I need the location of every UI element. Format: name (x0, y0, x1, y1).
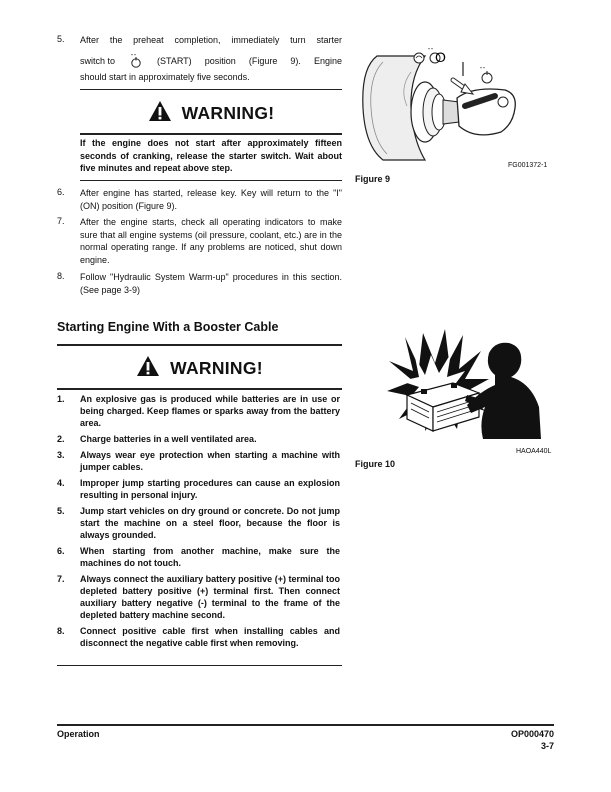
warning-top-rule (80, 89, 342, 90)
warning-divider (80, 133, 342, 135)
warning-divider (57, 388, 342, 390)
key-brand-label: DOOSAN (468, 101, 490, 113)
list-item-text: Always connect the auxiliary battery positive (+) terminal too depleted battery positive (+) terminal first. Then connect auxiliary battery negative (-) terminal to the frame of the depleted battery machine second. (80, 574, 340, 620)
svg-text:O: O (435, 49, 446, 65)
booster-warning-list (57, 393, 340, 653)
figure-9-id: FG001372-1 (508, 162, 548, 169)
warning-triangle-icon (148, 100, 172, 127)
footer-rule (57, 724, 554, 726)
list-item-text: Connect positive cable first when installing cables and disconnect the negative cable first when removing. (80, 626, 340, 648)
list-item-number: 7. (57, 574, 65, 584)
svg-text:" ": " " (480, 67, 485, 73)
warning-bottom-rule (80, 180, 342, 181)
step-8-text: Follow "Hydraulic System Warm-up" procedures in this section. (See page 3-9) (80, 272, 342, 295)
list-item (57, 545, 340, 569)
list-item-number: 4. (57, 478, 65, 488)
footer-page-number: 3-7 (540, 741, 554, 751)
list-item-text: Improper jump starting procedures can cause an explosion resulting in personal injury. (80, 478, 340, 500)
warning-header (80, 100, 342, 126)
warning-text: If the engine does not start after approximately fifteen seconds of cranking, release the starter switch. Wait about five minutes and repeat above step. (80, 138, 342, 173)
list-item (57, 393, 340, 429)
svg-text:" ": " " (428, 48, 433, 54)
start-symbol-icon (129, 53, 143, 69)
list-item-text: Charge batteries in a well ventilated area. (80, 434, 257, 444)
list-item-text: An explosive gas is produced while batteries are in use or being charged. Keep flames or sparks away from the battery area. (80, 394, 340, 428)
list-item (57, 573, 340, 621)
figure-9-illustration (355, 28, 555, 170)
list-item-text: When starting from another machine, make sure the machines do not touch. (80, 546, 340, 568)
list-item (57, 477, 340, 501)
list-item-number: 2. (57, 434, 65, 444)
list-item-number: 1. (57, 394, 65, 404)
list-item (57, 433, 340, 445)
section-rule (57, 344, 342, 346)
list-item-number: 3. (57, 450, 65, 460)
footer-section: Operation (57, 729, 100, 739)
step-number: 7. (57, 216, 65, 226)
warning-header (57, 355, 342, 381)
list-item-number: 5. (57, 506, 65, 516)
step-number: 5. (57, 34, 65, 44)
list-item (57, 449, 340, 473)
step-5-switch-to: switch to (80, 55, 116, 66)
list-item (57, 505, 340, 541)
step-5-line-2 (80, 53, 342, 69)
step-5-line-3: should start in approximately five seconds. (80, 72, 250, 82)
figure-10-illustration (385, 327, 545, 445)
footer-doc-number: OP000470 (510, 729, 554, 739)
list-item-text: Jump start vehicles on dry ground or concrete. Do not jump start the machine on a steel floor, because the floor is always grounded. (80, 506, 340, 540)
warning-bottom-rule (57, 665, 342, 666)
step-7-text: After the engine starts, check all operating indicators to make sure that all engine systems (oil pressure, coolant, etc.) are in the normal operating range. If any problems are noticed, shut down engine. (80, 217, 342, 265)
list-item-number: 8. (57, 626, 65, 636)
svg-text:" ": " " (131, 54, 136, 60)
section-heading: Starting Engine With a Booster Cable (57, 320, 279, 334)
figure-10-caption: Figure 10 (355, 459, 396, 469)
step-6-text: After engine has started, release key. Key will return to the "I" (ON) position (Figure 9). (80, 188, 342, 211)
warning-triangle-icon (136, 355, 160, 382)
warning-title: WARNING! (170, 357, 263, 378)
step-number: 8. (57, 271, 65, 281)
list-item-text: Always wear eye protection when starting a machine with jumper cables. (80, 450, 340, 472)
figure-9-caption: Figure 9 (355, 174, 391, 184)
figure-10-id: HAOA440L (516, 448, 552, 455)
list-item (57, 625, 340, 649)
warning-title: WARNING! (181, 102, 275, 123)
step-5-start-position: (START) position (Figure 9). Engine (157, 55, 342, 66)
step-number: 6. (57, 187, 65, 197)
list-item-number: 6. (57, 546, 65, 556)
step-5-line-1: After the preheat completion, immediately turn starter (80, 35, 342, 45)
